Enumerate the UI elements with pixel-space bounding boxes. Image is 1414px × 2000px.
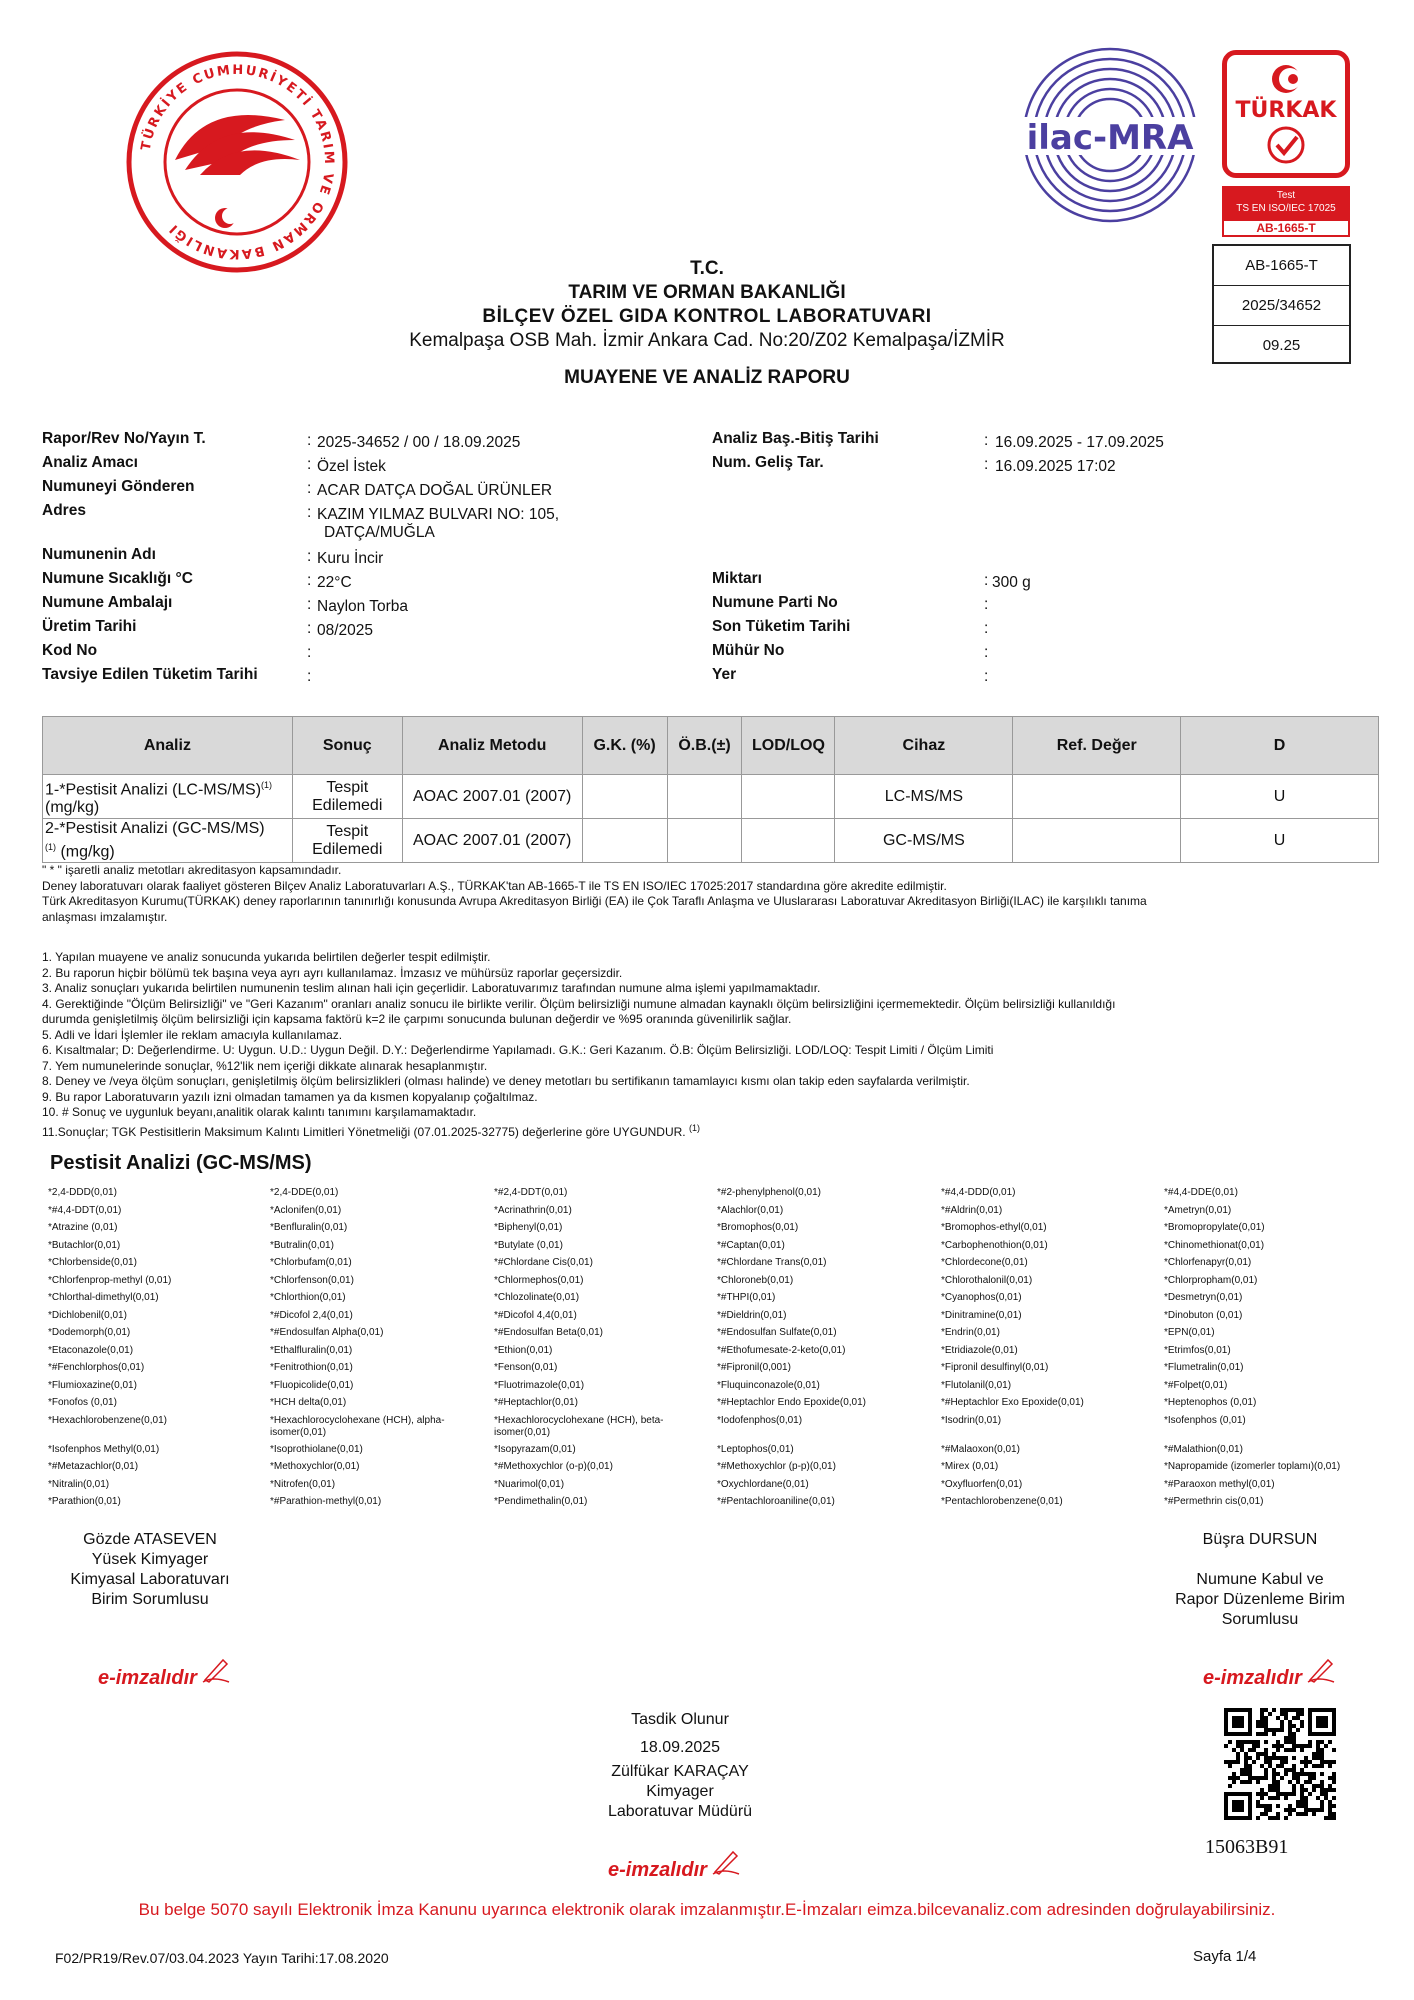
note-line: 4. Gerektiğinde "Ölçüm Belirsizliği" ve "Geri Kazanım" oranları analiz sonucu ile birlikte verilir. Ölçüm belirsizliği numune almadan kaynaklı ölçüm belirsizliğini içermemektedir. Ölçüm belirsizliği kullanıldığı [42,996,1116,1011]
info-label: Adres [42,502,86,519]
table-row [43,775,1379,819]
report-title: MUAYENE VE ANALİZ RAPORU [564,367,850,388]
turkak-line1: Test [1276,190,1296,201]
pesticide-item: *Dodemorph(0,01) [48,1327,131,1338]
info-value: Naylon Torba [317,598,409,615]
pesticide-item: *Chlorfenprop-methyl (0,01) [48,1274,172,1286]
info-label: Numune Sıcaklığı °C [42,570,193,587]
signer-title: Numune Kabul ve [1196,1571,1324,1588]
pesticide-item: *Iodofenphos(0,01) [717,1414,803,1426]
pesticide-item: *Hexachlorocyclohexane (HCH), beta-isomer(0,01) [494,1414,664,1438]
pesticide-item: *Oxyfluorfen(0,01) [941,1478,1023,1490]
pesticide-item: *Chinomethionat(0,01) [1164,1239,1265,1251]
note-line [42,1121,1382,1141]
pesticide-item: *Heptenophos (0,01) [1164,1397,1257,1408]
pesticide-item: *Dinitramine(0,01) [941,1309,1022,1321]
signature-center [560,1710,800,1822]
id-box-period: 09.25 [1262,337,1301,354]
info-colon: : [984,668,989,685]
pesticide-item: *Bromophos-ethyl(0,01) [941,1222,1047,1233]
pesticide-item: *#Captan(0,01) [717,1239,785,1251]
pesticide-item: *Chlorothalonil(0,01) [941,1274,1033,1286]
pesticide-item: *Chlormephos(0,01) [494,1274,584,1286]
pesticide-item: *#4,4-DDE(0,01) [1164,1187,1238,1198]
pen-icon [201,1671,231,1688]
info-colon: : [307,572,312,589]
note-line: " * " işaretli analiz metotları akreditasyon kapsamındadır. [42,863,342,877]
pesticide-item: *Flumioxazine(0,01) [48,1379,137,1391]
esign-right [1203,1654,1336,1690]
info-label: Miktarı [712,570,762,587]
note-text: 11.Sonuçlar; TGK Pestisitlerin Maksimum Kalıntı Limitleri Yönetmeliği (07.01.2025-32775) değerlerine göre UYGUNDUR. [42,1124,686,1139]
pesticide-item: *Hexachlorobenzene(0,01) [48,1414,167,1426]
info-colon: : [984,572,989,589]
cell-d: U [1181,819,1379,863]
pesticide-item: *2,4-DDD(0,01) [48,1187,117,1198]
pesticide-item: *2,4-DDE(0,01) [270,1187,339,1198]
cell-gk [582,775,667,819]
pesticide-item: *Chlorbufam(0,01) [270,1257,352,1268]
signer-title: Sorumlusu [1221,1611,1299,1628]
info-value: 16.09.2025 - 17.09.2025 [995,434,1164,451]
header-tc: T.C. [690,258,724,279]
pesticide-item: *Dinobuton (0,01) [1164,1309,1243,1321]
pesticide-item: *Mirex (0,01) [941,1461,999,1472]
pesticide-item: *#Dicofol 2,4(0,01) [270,1309,353,1321]
pesticide-item: *#Ethofumesate-2-keto(0,01) [717,1344,846,1356]
pesticide-item: *#Heptachlor(0,01) [494,1397,578,1408]
note-line: Deney laboratuvarı olarak faaliyet gösteren Bilçev Analiz Laboratuvarları A.Ş., TÜRKAK'tan AB-1665-T ile TS EN ISO/IEC 17025:2017 standardına göre akredite edilmiştir. [42,878,947,893]
info-value: 2025-34652 / 00 / 18.09.2025 [317,434,521,451]
signer-title: Yüsek Kimyager [91,1551,209,1568]
pesticide-item: *Bromophos(0,01) [717,1222,799,1233]
info-value: 16.09.2025 17:02 [995,458,1116,475]
info-value-line2: DATÇA/MUĞLA [324,524,435,541]
cell-ref [1013,819,1181,863]
signer-title: Rapor Düzenleme Birim [1175,1591,1345,1608]
pesticide-item: *Acrinathrin(0,01) [494,1204,572,1216]
info-colon: : [307,596,312,613]
info-label: Numune Parti No [712,594,838,611]
note-sup: (1) [688,1122,700,1133]
note-line: 1. Yapılan muayene ve analiz sonucunda yukarıda belirtilen değerler tespit edilmiştir. [42,950,491,964]
pesticide-item: *Benfluralin(0,01) [270,1222,348,1233]
analiz-name: 2-*Pestisit Analizi (GC-MS/MS) [45,819,265,837]
header-ministry: TARIM VE ORMAN BAKANLIĞI [568,282,846,303]
pesticide-item: *Isopyrazam(0,01) [494,1443,576,1455]
pesticide-item: *Butylate (0,01) [494,1239,563,1251]
info-value: ACAR DATÇA DOĞAL ÜRÜNLER [317,482,553,499]
pesticide-item: *#Methoxychlor (o-p)(0,01) [494,1461,613,1472]
pesticide-item: *Chlorthion(0,01) [270,1292,346,1303]
cell-lod [742,775,835,819]
pesticide-item: *Ethion(0,01) [494,1344,553,1356]
pesticide-item: *Fenitrothion(0,01) [270,1362,353,1373]
pesticide-item: *Etridiazole(0,01) [941,1344,1018,1356]
signer-name: Büşra DURSUN [1202,1531,1318,1548]
info-label: Numunenin Adı [42,546,156,563]
turkak-line2: TS EN ISO/IEC 17025 [1236,203,1336,214]
info-label: Num. Geliş Tar. [712,454,824,471]
legal-footer: Bu belge 5070 sayılı Elektronik İmza Kanunu uyarınca elektronik olarak imzalanmıştır.E-İmzaları eimza.bilcevanaliz.com adresinden doğrulayabilirsiniz. [138,1900,1276,1919]
pesticide-item: *Methoxychlor(0,01) [270,1461,360,1472]
pesticide-item: *Cyanophos(0,01) [941,1292,1022,1303]
pesticide-item: *Hexachlorocyclohexane (HCH), alpha-isomer(0,01) [270,1414,445,1438]
pesticide-item: *Fenson(0,01) [494,1362,558,1373]
cell-sonuc: Tespit Edilemedi [292,819,402,863]
info-value: KAZIM YILMAZ BULVARI NO: 105, [317,506,560,523]
pesticide-item: *#Endosulfan Alpha(0,01) [270,1327,384,1338]
pesticide-item: *Carbophenothion(0,01) [941,1239,1048,1251]
id-box-accreditation: AB-1665-T [1214,246,1349,286]
note-line: 8. Deney ve /veya ölçüm sonuçları, genişletilmiş ölçüm belirsizlikleri (olması halinde) ve deney metotları bu sertifikanın tamamlayıcı kısmı olan takip eden sayfalarda verilmiştir. [42,1074,970,1088]
col-header-d: D [1181,717,1379,775]
pesticide-item: *HCH delta(0,01) [270,1397,347,1408]
pesticide-item: *Fluotrimazole(0,01) [494,1379,585,1391]
note-line: 3. Analiz sonuçları yukarıda belirtilen numunenin teslim alınan hali için geçerlidir. Laboratuvarımız tarafından numune alma işlemi yapılmamaktadır. [42,981,821,995]
esign-text: e-imzalıdır [608,1859,707,1881]
pesticide-item: *#Endosulfan Sulfate(0,01) [717,1327,837,1338]
pesticide-item: *Chlorfenson(0,01) [270,1274,354,1286]
results-table [42,716,1379,863]
pesticide-item: *Ametryn(0,01) [1164,1204,1232,1216]
signer-title: Laboratuvar Müdürü [607,1803,753,1820]
pesticide-item: *Atrazine (0,01) [48,1222,118,1233]
pesticide-item: *Nitralin(0,01) [48,1478,110,1490]
pesticide-item: *Fipronil desulfinyl(0,01) [941,1362,1049,1373]
cell-ob [667,775,742,819]
pesticide-item: *#Chlordane Trans(0,01) [717,1257,827,1268]
pesticide-item: *Chlordecone(0,01) [941,1257,1028,1268]
esign-left [98,1654,231,1690]
pesticide-item: *#Folpet(0,01) [1164,1379,1228,1391]
info-label: Kod No [42,642,98,659]
pesticide-item: *Isofenphos (0,01) [1164,1414,1246,1426]
col-header-gk: G.K. (%) [582,717,667,775]
pesticide-item: *Pendimethalin(0,01) [494,1496,588,1507]
info-value: 08/2025 [317,622,374,639]
esign-text: e-imzalıdır [98,1667,197,1689]
cell-cihaz: GC-MS/MS [835,819,1013,863]
signature-left [40,1530,260,1610]
pesticide-item: *Fluopicolide(0,01) [270,1379,354,1391]
signer-title: Birim Sorumlusu [91,1591,209,1608]
cell-gk [582,819,667,863]
pesticide-item: *EPN(0,01) [1164,1327,1215,1338]
pesticide-item: *#Dicofol 4,4(0,01) [494,1309,577,1321]
cell-metod: AOAC 2007.01 (2007) [402,775,582,819]
approval-date: 18.09.2025 [639,1739,721,1756]
pesticide-item: *Etrimfos(0,01) [1164,1344,1231,1356]
analiz-unit: (mg/kg) [45,799,100,817]
pesticide-item: *Nitrofen(0,01) [270,1478,336,1490]
note-line: 5. Adli ve İdari İşlemler ile reklam amacıyla kullanılamaz. [42,1027,343,1042]
pesticide-item: *#Metazachlor(0,01) [48,1461,139,1472]
pesticide-item: *Etaconazole(0,01) [48,1344,134,1356]
pesticide-item: *#Fipronil(0,001) [717,1362,791,1373]
info-colon: : [984,456,989,473]
pesticide-item: *#Heptachlor Exo Epoxide(0,01) [941,1397,1084,1408]
col-header-ob: Ö.B.(±) [667,717,742,775]
info-value: Kuru İncir [317,550,384,567]
cell-cihaz: LC-MS/MS [835,775,1013,819]
pesticide-item: *Chlorpropham(0,01) [1164,1274,1258,1286]
pesticide-item: *Aclonifen(0,01) [270,1204,342,1216]
pesticide-item: *Endrin(0,01) [941,1327,1000,1338]
info-label: Üretim Tarihi [42,618,137,635]
pesticide-item: *Chlozolinate(0,01) [494,1292,580,1303]
pesticide-item: *#4,4-DDT(0,01) [48,1204,122,1216]
turkak-name: TÜRKAK [1235,98,1337,123]
info-label: Numune Ambalajı [42,594,173,611]
pesticide-item: *Chlorbenside(0,01) [48,1257,137,1268]
pesticide-item: *#Permethrin cis(0,01) [1164,1496,1264,1507]
pesticide-item: *#2-phenylphenol(0,01) [717,1187,821,1198]
table-header-row [43,717,1379,775]
analiz-unit: (mg/kg) [60,843,115,861]
info-value: 300 g [992,574,1031,591]
verification-code: 15063B91 [1205,1836,1289,1858]
signer-title: Kimyasal Laboratuvarı [70,1571,230,1588]
pesticide-item: *Isofenphos Methyl(0,01) [48,1443,160,1455]
note-line: 2. Bu raporun hiçbir bölümü tek başına veya ayrı ayrı kullanılamaz. İmzasız ve mühürsüz raporlar geçersizdir. [42,965,623,980]
approval-text: Tasdik Olunur [631,1711,729,1728]
qr-code [1224,1708,1336,1820]
info-colon: : [984,596,989,613]
pesticide-item: *Alachlor(0,01) [717,1204,784,1216]
pesticide-item: *Flutolanil(0,01) [941,1379,1012,1391]
pesticide-item: *Butachlor(0,01) [48,1239,121,1251]
pesticide-item: *Fonofos (0,01) [48,1397,117,1408]
pesticide-item: *Desmetryn(0,01) [1164,1292,1243,1303]
pesticide-item: *#THPI(0,01) [717,1292,776,1303]
id-box-report-no: 2025/34652 [1214,286,1349,326]
pesticide-item: *#Methoxychlor (p-p)(0,01) [717,1461,836,1472]
pesticide-item: *Bromopropylate(0,01) [1164,1222,1265,1233]
info-colon: : [984,620,989,637]
pesticide-item: *#Paraoxon methyl(0,01) [1164,1478,1275,1490]
pesticide-item: *#Aldrin(0,01) [941,1204,1003,1216]
info-colon: : [307,548,312,565]
cell-lod [742,819,835,863]
pesticide-item: *Isoprothiolane(0,01) [270,1443,363,1455]
signer-name: Gözde ATASEVEN [83,1531,217,1548]
note-line: 9. Bu rapor Laboratuvarın yazılı izni olmadan tamamen ya da kısmen kopyalanıp çoğaltılmaz. [42,1089,538,1104]
info-label: Numuneyi Gönderen [42,478,195,495]
pesticide-item: *#4,4-DDD(0,01) [941,1187,1016,1198]
pen-icon [1306,1671,1336,1688]
note-line: 6. Kısaltmalar; D: Değerlendirme. U: Uygun. U.D.: Uygun Değil. D.Y.: Değerlendirme Yapılamadı. G.K.: Geri Kazanım. Ö.B: Ölçüm Belirsizliği. LOD/LOQ: Tespit Limiti / Ölçüm Limiti [42,1043,994,1057]
pesticide-section-title: Pestisit Analizi (GC-MS/MS) [50,1152,312,1174]
pesticide-item: *Leptophos(0,01) [717,1443,794,1455]
col-header-cihaz: Cihaz [835,717,1013,775]
info-label: Analiz Amacı [42,454,138,471]
pesticide-item: *#Malaoxon(0,01) [941,1443,1020,1455]
pesticide-item: *Oxychlordane(0,01) [717,1478,809,1490]
pesticide-item: *Napropamide (izomerler toplamı)(0,01) [1164,1461,1341,1472]
signer-title: Kimyager [646,1783,714,1800]
info-colon: : [307,644,312,661]
numbered-notes [42,950,1382,1140]
analiz-sup: (1) [45,841,56,852]
col-header-sonuc: Sonuç [292,717,402,775]
pesticide-item: *#Chlordane Cis(0,01) [494,1257,593,1268]
cell-metod: AOAC 2007.01 (2007) [402,819,582,863]
signer-name: Zülfükar KARAÇAY [611,1763,749,1780]
table-row [43,819,1379,863]
info-colon: : [307,480,312,497]
accreditation-notes [42,863,1382,925]
cell-d: U [1181,775,1379,819]
pesticide-item: *#2,4-DDT(0,01) [494,1187,568,1198]
note-line: 7. Yem numunelerinde sonuçlar, %12'lik nem içeriği dikkate alınarak hesaplanmıştır. [42,1058,488,1073]
cell-analiz [43,819,293,863]
info-value: 22°C [317,574,352,591]
cell-sonuc: Tespit Edilemedi [292,775,402,819]
info-colon: : [307,432,312,449]
pesticide-item: *Dichlobenil(0,01) [48,1309,127,1321]
esign-center [608,1846,741,1882]
ministry-seal-text: TÜRKİYE CUMHURİYETİ TARIM VE ORMAN BAKANLIĞI [138,62,337,262]
pesticide-item: *#Malathion(0,01) [1164,1443,1243,1455]
ilac-mra-logo [1020,45,1200,225]
note-line: durumda genişletilmiş ölçüm belirsizliği için kapsama faktörü k=2 ile çarpımı sonucunda bulunan değerdir ve %95 oranında güvenilirlik sağlar. [42,1012,792,1026]
pesticide-item: *#Dieldrin(0,01) [717,1309,787,1321]
info-label: Rapor/Rev No/Yayın T. [42,430,206,447]
turkak-logo [1222,50,1350,178]
analiz-sup: (1) [261,779,273,790]
pesticide-item: *#Parathion-methyl(0,01) [270,1496,382,1507]
pesticide-item: *Chloroneb(0,01) [717,1274,794,1286]
cell-analiz [43,775,293,819]
pesticide-item: *Isodrin(0,01) [941,1414,1002,1426]
note-line: 10. # Sonuç ve uygunluk beyanı,analitik olarak kalıntı tanımını karşılamamaktadır. [42,1105,477,1119]
info-label: Analiz Baş.-Bitiş Tarihi [712,430,879,447]
pesticide-item: *Fluquinconazole(0,01) [717,1379,820,1391]
header-address: Kemalpaşa OSB Mah. İzmir Ankara Cad. No:20/Z02 Kemalpaşa/İZMİR [409,330,1005,351]
pesticide-item: *Biphenyl(0,01) [494,1222,563,1233]
info-label: Mühür No [712,642,785,659]
note-line: Türk Akreditasyon Kurumu(TÜRKAK) deney raporlarının tanınırlığı konusunda Avrupa Akreditasyon Birliği (EA) ile Çok Taraflı Anlaşma ve Uluslararası Laboratuvar Akreditasyon Birliği(ILAC) ile karşılıklı tanıma [42,894,1147,908]
info-label: Yer [712,666,737,683]
pesticide-item: *Chlorfenapyr(0,01) [1164,1257,1252,1268]
pesticide-item: *Ethalfluralin(0,01) [270,1344,353,1356]
pesticide-item: *Nuarimol(0,01) [494,1478,565,1490]
pesticide-item: *Flumetralin(0,01) [1164,1362,1244,1373]
pesticide-item: *#Fenchlorphos(0,01) [48,1362,145,1373]
col-header-analiz: Analiz [43,717,293,775]
cell-ref [1013,775,1181,819]
ministry-seal [125,50,350,275]
pen-icon [711,1863,741,1880]
info-colon: : [307,668,312,685]
pesticide-item: *Parathion(0,01) [48,1496,121,1507]
ilac-mra-text: ilac-MRA [1026,118,1194,158]
turkak-code: AB-1665-T [1222,219,1350,237]
pesticide-item: *#Heptachlor Endo Epoxide(0,01) [717,1397,866,1408]
col-header-metod: Analiz Metodu [402,717,582,775]
signature-right [1145,1530,1375,1630]
info-label: Tavsiye Edilen Tüketim Tarihi [42,666,258,683]
info-colon: : [307,504,312,521]
col-header-lodloq: LOD/LOQ [742,717,835,775]
info-colon: : [984,644,989,661]
page-number: Sayfa 1/4 [1193,1948,1257,1965]
form-number: F02/PR19/Rev.07/03.04.2023 Yayın Tarihi:17.08.2020 [55,1950,389,1966]
esign-text: e-imzalıdır [1203,1667,1302,1689]
pesticide-item: *#Endosulfan Beta(0,01) [494,1327,603,1338]
info-colon: : [307,620,312,637]
cell-ob [667,819,742,863]
note-line: anlaşması imzalamıştır. [42,909,168,924]
analiz-name: 1-*Pestisit Analizi (LC-MS/MS) [45,781,262,799]
info-colon: : [984,432,989,449]
col-header-ref: Ref. Değer [1013,717,1181,775]
pesticide-item: *Chlorthal-dimethyl(0,01) [48,1292,159,1303]
pesticide-item: *#Pentachloroaniline(0,01) [717,1496,835,1507]
pesticide-item: *Butralin(0,01) [270,1239,334,1251]
info-value: Özel İstek [317,458,386,475]
info-colon: : [307,456,312,473]
info-label: Son Tüketim Tarihi [712,618,851,635]
header-lab-name: BİLÇEV ÖZEL GIDA KONTROL LABORATUVARI [482,306,932,327]
pesticide-item: *Pentachlorobenzene(0,01) [941,1496,1063,1507]
